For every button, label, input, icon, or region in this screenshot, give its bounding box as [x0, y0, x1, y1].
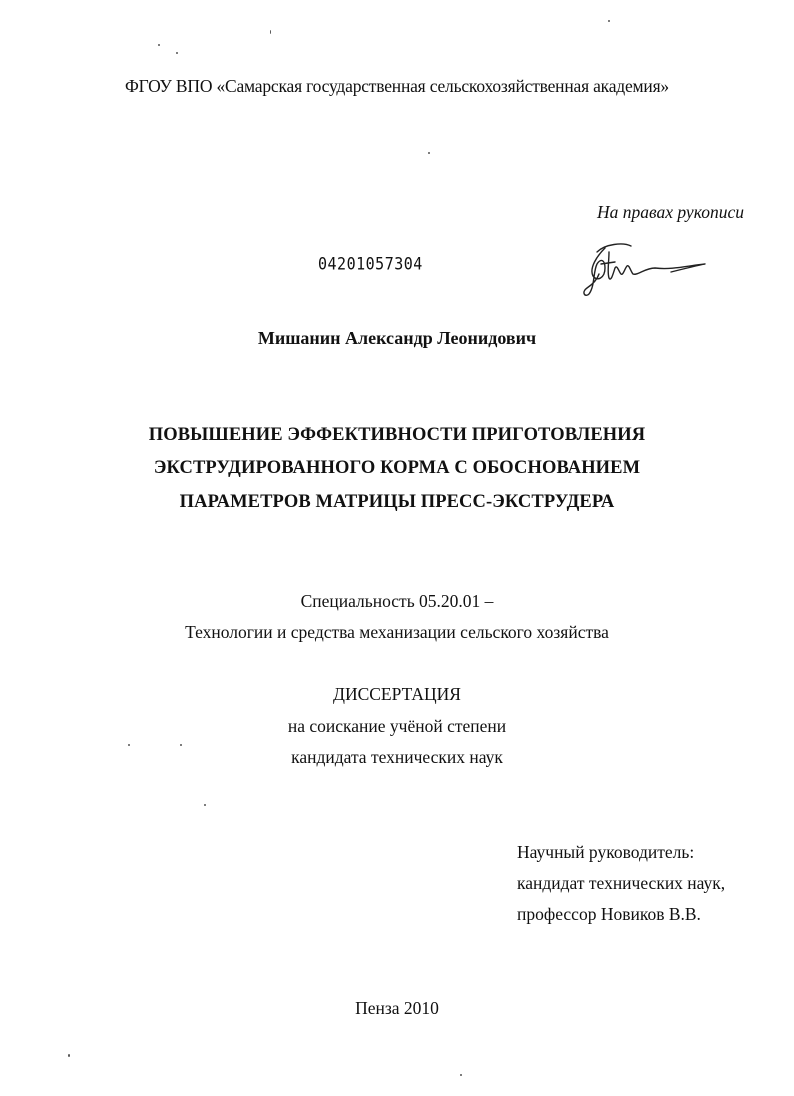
scan-speck — [180, 744, 182, 746]
degree-line-2: кандидата технических наук — [291, 747, 503, 767]
supervisor-label: Научный руководитель: — [517, 842, 695, 862]
scan-speck — [608, 20, 610, 22]
thesis-title-line-2: ЭКСТРУДИРОВАННОГО КОРМА С ОБОСНОВАНИЕМ — [153, 458, 641, 478]
degree-line-1: на соискание учёной степени — [287, 716, 507, 736]
thesis-title-line-1: ПОВЫШЕНИЕ ЭФФЕКТИВНОСТИ ПРИГОТОВЛЕНИЯ — [148, 425, 646, 445]
work-type: ДИССЕРТАЦИЯ — [333, 684, 461, 704]
author-name: Мишанин Александр Леонидович — [257, 328, 537, 348]
registration-number: 04201057304 — [318, 254, 423, 274]
thesis-title-line-3: ПАРАМЕТРОВ МАТРИЦЫ ПРЕСС-ЭКСТРУДЕРА — [179, 492, 615, 512]
place-and-year: Пенза 2010 — [355, 998, 439, 1018]
scan-speck — [270, 30, 271, 34]
rights-notice: На правах рукописи — [597, 202, 744, 222]
specialty-name: Технологии и средства механизации сельского хозяйства — [185, 622, 609, 642]
institution-name: ФГОУ ВПО «Самарская государственная сельскохозяйственная академия» — [125, 76, 669, 96]
scan-speck — [204, 804, 206, 806]
signature-icon — [575, 238, 715, 298]
scan-speck — [68, 1054, 70, 1057]
scan-speck — [460, 1074, 462, 1076]
scan-speck — [176, 52, 178, 54]
supervisor-name: профессор Новиков В.В. — [517, 904, 701, 924]
scan-speck — [158, 44, 160, 46]
scan-speck — [428, 152, 430, 154]
scan-speck — [128, 744, 130, 746]
specialty-code: Специальность 05.20.01 – — [300, 591, 494, 611]
supervisor-degree: кандидат технических наук, — [517, 873, 726, 893]
